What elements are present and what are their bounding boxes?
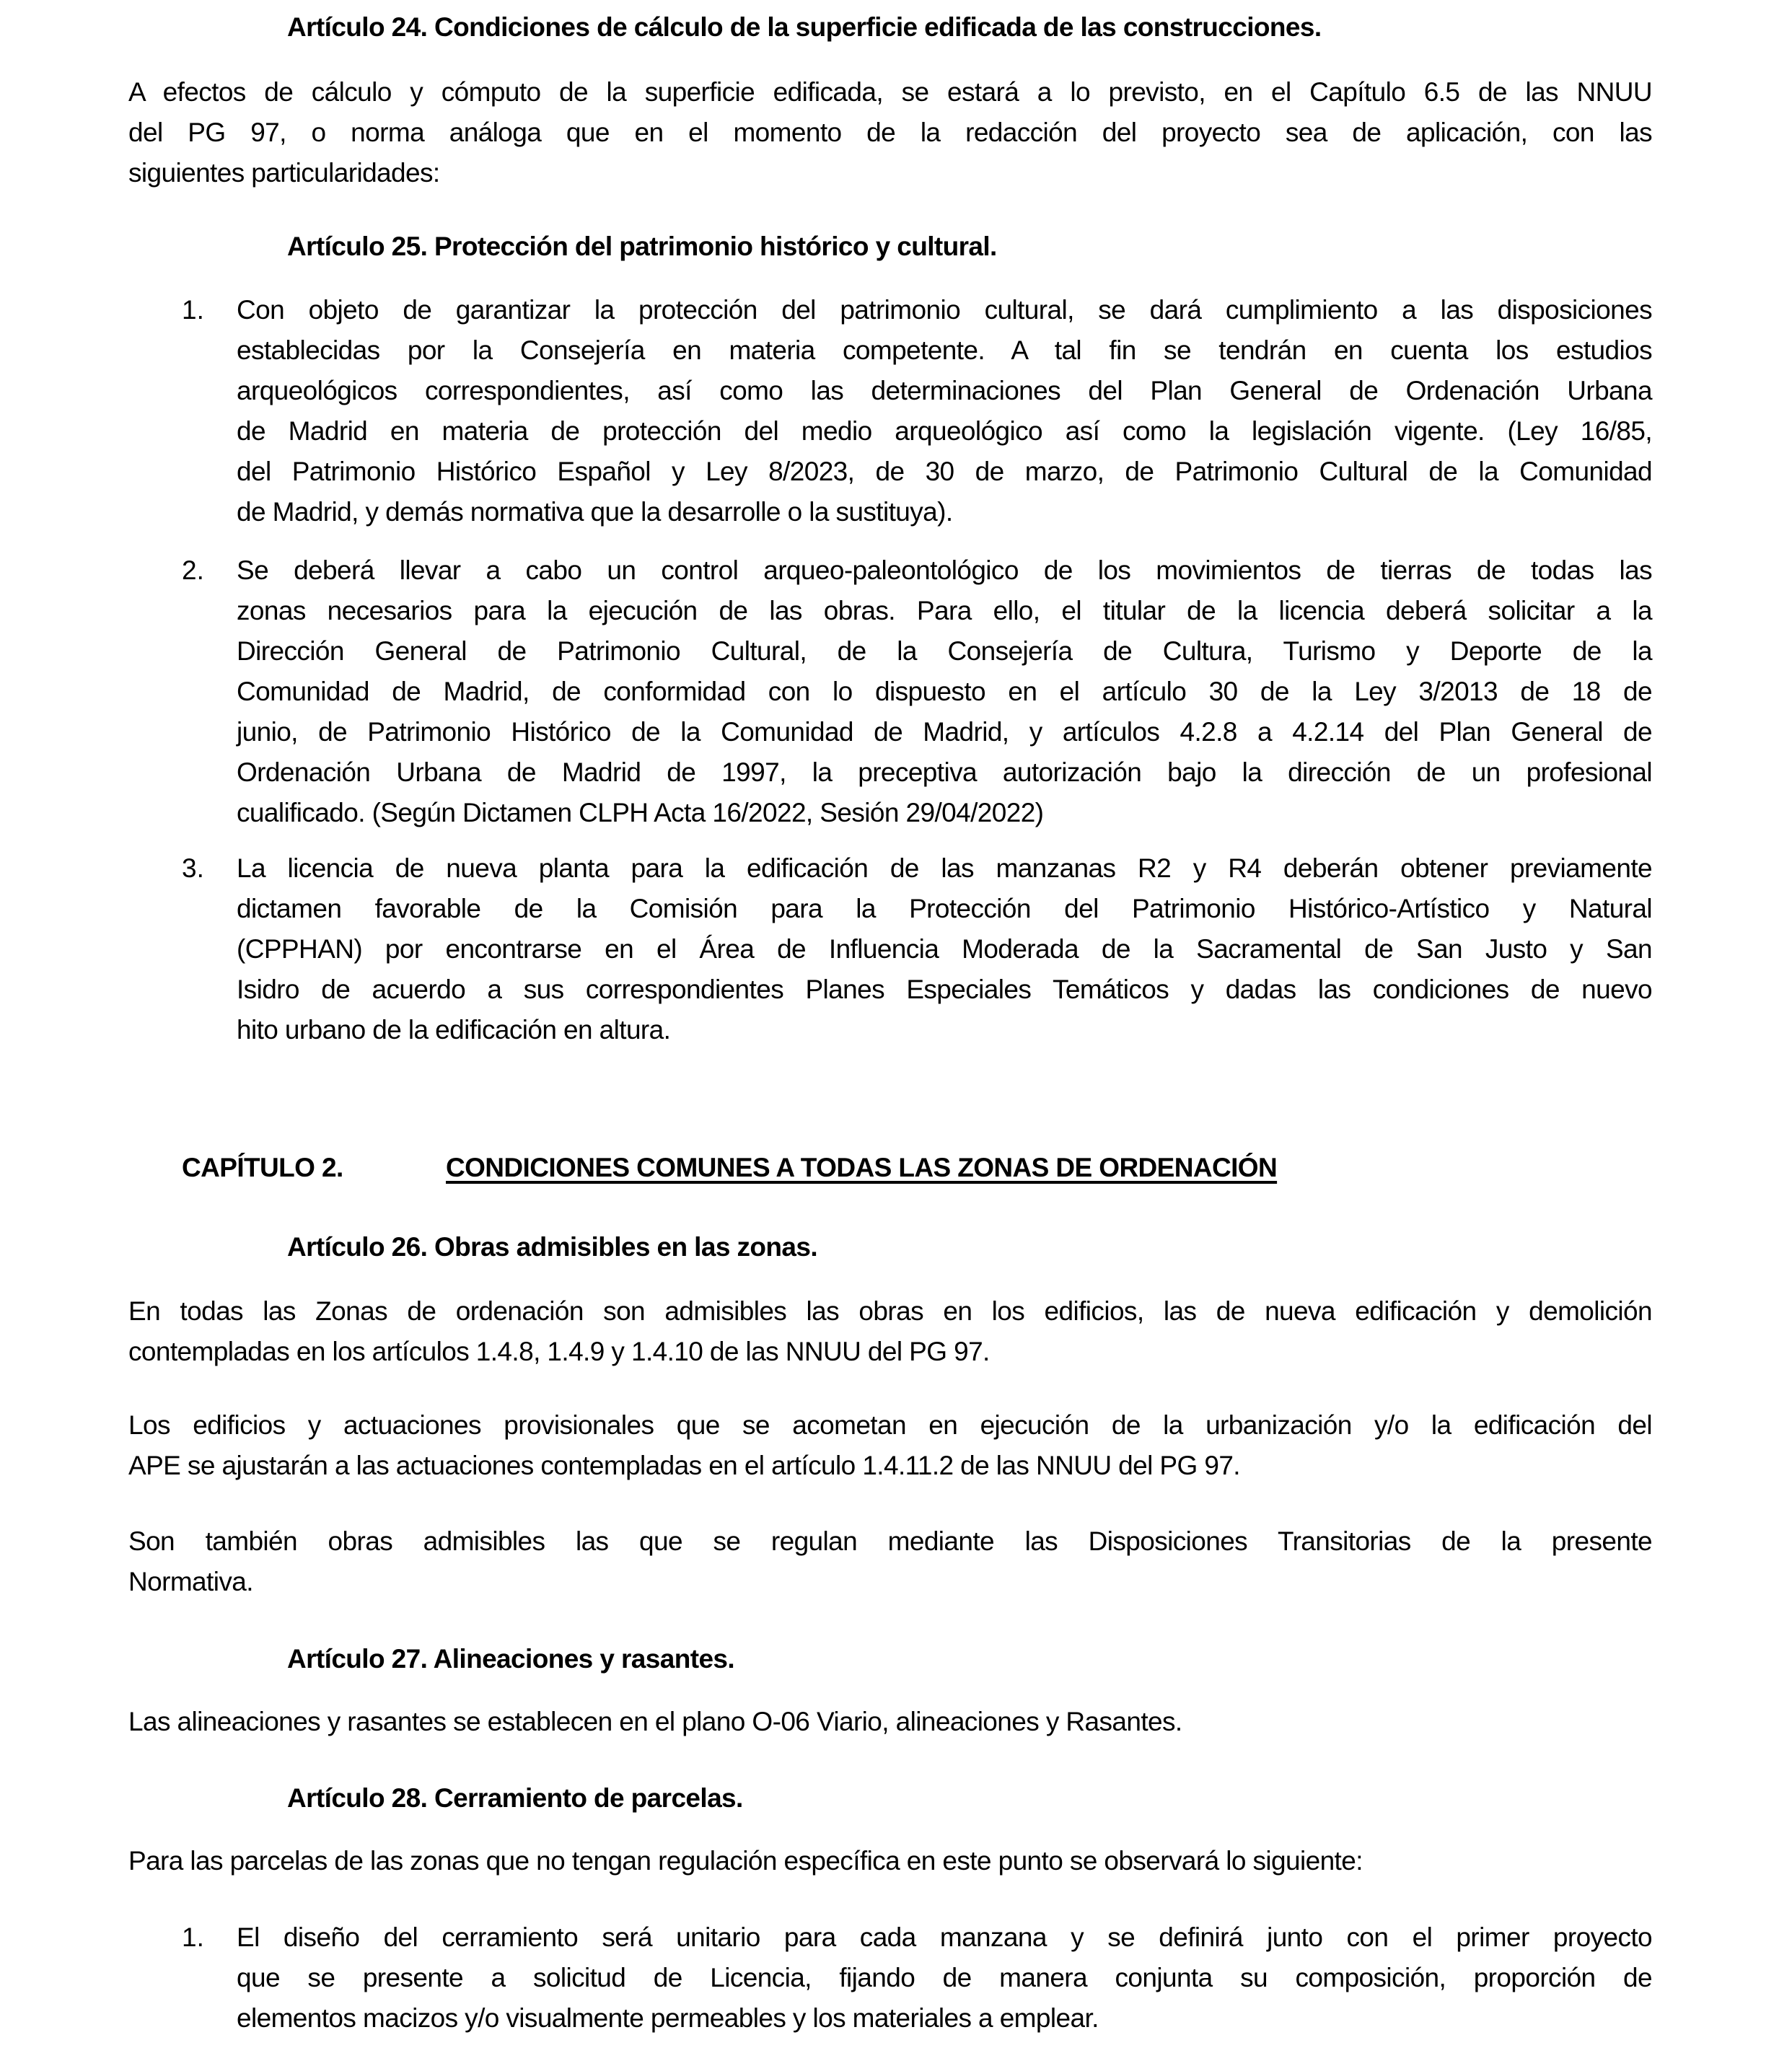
text-line: Los edificios y actuaciones provisionales que se acometan en ejecución de la urbanización y/o la edificación del <box>128 1410 1652 1440</box>
text-line: APE se ajustarán a las actuaciones contempladas en el artículo 1.4.11.2 de las NNUU del PG 97. <box>128 1451 1240 1480</box>
text-line: Se deberá llevar a cabo un control arqueo-paleontológico de los movimientos de tierras de todas las <box>237 555 1652 585</box>
text-line: Las alineaciones y rasantes se establecen en el plano O-06 Viario, alineaciones y Rasantes. <box>128 1707 1182 1736</box>
list-item-text <box>237 290 1652 532</box>
list-number: 1. <box>182 1922 204 1952</box>
text-line: Ordenación Urbana de Madrid de 1997, la preceptiva autorización bajo la dirección de un profesional <box>237 757 1652 787</box>
chapter-label: CAPÍTULO 2. <box>182 1153 343 1182</box>
list-number: 3. <box>182 853 204 883</box>
article-24-paragraph <box>128 72 1652 193</box>
text-line: del PG 97, o norma análoga que en el momento de la redacción del proyecto sea de aplicación, con las <box>128 118 1652 147</box>
list-item-text <box>237 848 1652 1050</box>
text-line: Isidro de acuerdo a sus correspondientes Planes Especiales Temáticos y dadas las condiciones de nuevo <box>237 975 1652 1004</box>
list-item-text <box>237 550 1652 833</box>
text-line: zonas necesarios para la ejecución de las obras. Para ello, el titular de la licencia deberá solicitar a la <box>237 596 1652 625</box>
text-line: Para las parcelas de las zonas que no tengan regulación específica en este punto se observará lo siguiente: <box>128 1846 1363 1876</box>
text-line: dictamen favorable de la Comisión para la Protección del Patrimonio Histórico-Artístico y Natural <box>237 894 1652 923</box>
article-26-paragraph-2 <box>128 1405 1652 1486</box>
list-number: 2. <box>182 555 204 585</box>
text-line: cualificado. (Según Dictamen CLPH Acta 16/2022, Sesión 29/04/2022) <box>237 798 1044 827</box>
article-27-heading: Artículo 27. Alineaciones y rasantes. <box>287 1644 735 1674</box>
text-line: que se presente a solicitud de Licencia, fijando de manera conjunta su composición, proporción de <box>237 1963 1652 1992</box>
text-line: (CPPHAN) por encontrarse en el Área de Influencia Moderada de la Sacramental de San Justo y San <box>237 934 1652 964</box>
text-line: La licencia de nueva planta para la edificación de las manzanas R2 y R4 deberán obtener previamente <box>237 853 1652 883</box>
text-line: del Patrimonio Histórico Español y Ley 8/2023, de 30 de marzo, de Patrimonio Cultural de la Comunidad <box>237 457 1652 486</box>
article-26-heading: Artículo 26. Obras admisibles en las zonas. <box>287 1232 818 1262</box>
article-26-paragraph-3 <box>128 1521 1652 1602</box>
text-line: El diseño del cerramiento será unitario para cada manzana y se definirá junto con el primer proyecto <box>237 1922 1652 1952</box>
text-line: elementos macizos y/o visualmente permeables y los materiales a emplear. <box>237 2003 1099 2033</box>
text-line: establecidas por la Consejería en materia competente. A tal fin se tendrán en cuenta los estudios <box>237 335 1652 365</box>
text-line: de Madrid en materia de protección del medio arqueológico así como la legislación vigente. (Ley 16/85, <box>237 416 1652 446</box>
list-item-text <box>237 1917 1652 2039</box>
text-line: En todas las Zonas de ordenación son admisibles las obras en los edificios, las de nueva edificación y demolición <box>128 1296 1652 1326</box>
chapter-title: CONDICIONES COMUNES A TODAS LAS ZONAS DE ORDENACIÓN <box>446 1153 1278 1182</box>
text-line: contempladas en los artículos 1.4.8, 1.4.9 y 1.4.10 de las NNUU del PG 97. <box>128 1337 990 1366</box>
text-line: Comunidad de Madrid, de conformidad con lo dispuesto en el artículo 30 de la Ley 3/2013 de 18 de <box>237 677 1652 706</box>
list-number: 1. <box>182 295 204 325</box>
text-line: A efectos de cálculo y cómputo de la superficie edificada, se estará a lo previsto, en el Capítulo 6.5 de las NNUU <box>128 77 1652 107</box>
article-26-paragraph-1 <box>128 1291 1652 1372</box>
article-25-heading: Artículo 25. Protección del patrimonio histórico y cultural. <box>287 232 997 261</box>
text-line: siguientes particularidades: <box>128 158 440 188</box>
text-line: Con objeto de garantizar la protección del patrimonio cultural, se dará cumplimiento a las disposiciones <box>237 295 1652 325</box>
article-28-heading: Artículo 28. Cerramiento de parcelas. <box>287 1783 743 1813</box>
text-line: Dirección General de Patrimonio Cultural, de la Consejería de Cultura, Turismo y Deporte de la <box>237 636 1652 666</box>
text-line: Normativa. <box>128 1567 253 1596</box>
article-28-intro <box>128 1841 1652 1881</box>
text-line: de Madrid, y demás normativa que la desarrolle o la sustituya). <box>237 497 953 527</box>
article-24-heading: Artículo 24. Condiciones de cálculo de la superficie edificada de las construcciones. <box>287 12 1322 42</box>
text-line: arqueológicos correspondientes, así como las determinaciones del Plan General de Ordenación Urbana <box>237 376 1652 405</box>
text-line: junio, de Patrimonio Histórico de la Comunidad de Madrid, y artículos 4.2.8 a 4.2.14 del Plan General de <box>237 717 1652 747</box>
text-line: hito urbano de la edificación en altura. <box>237 1015 671 1045</box>
text-line: Son también obras admisibles las que se regulan mediante las Disposiciones Transitorias de la presente <box>128 1526 1652 1556</box>
article-27-paragraph <box>128 1702 1652 1742</box>
